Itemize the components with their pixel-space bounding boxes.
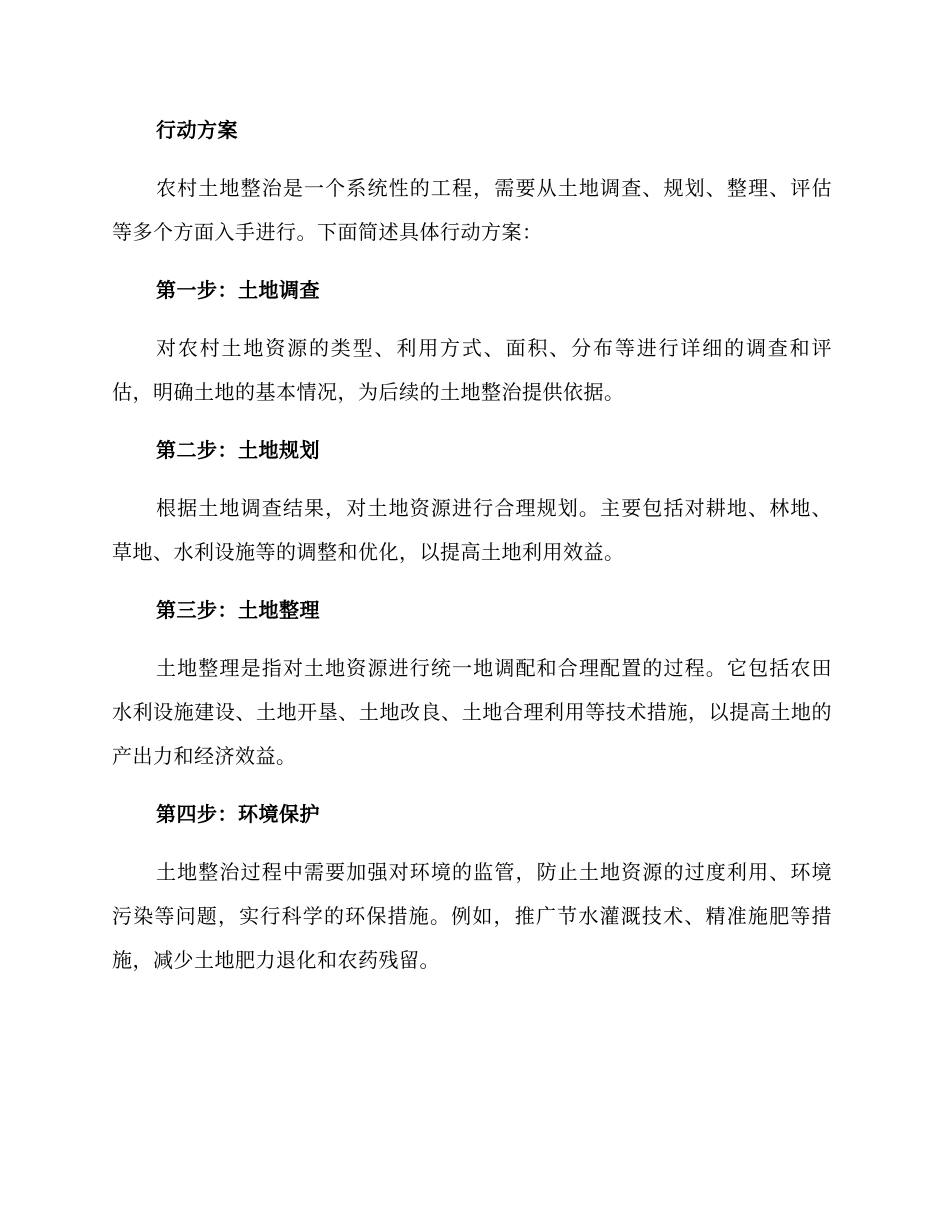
step-section [112, 268, 832, 414]
step-heading: 第二步：土地规划 [156, 438, 320, 462]
step-heading: 第四步：环境保护 [156, 802, 320, 826]
step-section [112, 792, 832, 982]
document-title: 行动方案 [156, 118, 238, 142]
document-page [112, 108, 832, 996]
step-body: 对农村土地资源的类型、利用方式、面积、分布等进行详细的调查和评估，明确土地的基本情况，为后续的土地整治提供依据。 [112, 336, 832, 404]
step-section [112, 428, 832, 574]
step-heading: 第三步：土地整理 [156, 598, 320, 622]
intro-paragraph: 农村土地整治是一个系统性的工程，需要从土地调查、规划、整理、评估等多个方面入手进行。下面简述具体行动方案： [112, 176, 832, 244]
step-body: 土地整治过程中需要加强对环境的监管，防止土地资源的过度利用、环境污染等问题，实行科学的环保措施。例如，推广节水灌溉技术、精准施肥等措施，减少土地肥力退化和农药残留。 [112, 860, 832, 972]
step-section [112, 588, 832, 778]
step-heading: 第一步：土地调查 [156, 278, 320, 302]
step-body: 土地整理是指对土地资源进行统一地调配和合理配置的过程。它包括农田水利设施建设、土地开垦、土地改良、土地合理利用等技术措施，以提高土地的产出力和经济效益。 [112, 656, 832, 768]
step-body: 根据土地调查结果，对土地资源进行合理规划。主要包括对耕地、林地、草地、水利设施等的调整和优化，以提高土地利用效益。 [112, 496, 832, 564]
